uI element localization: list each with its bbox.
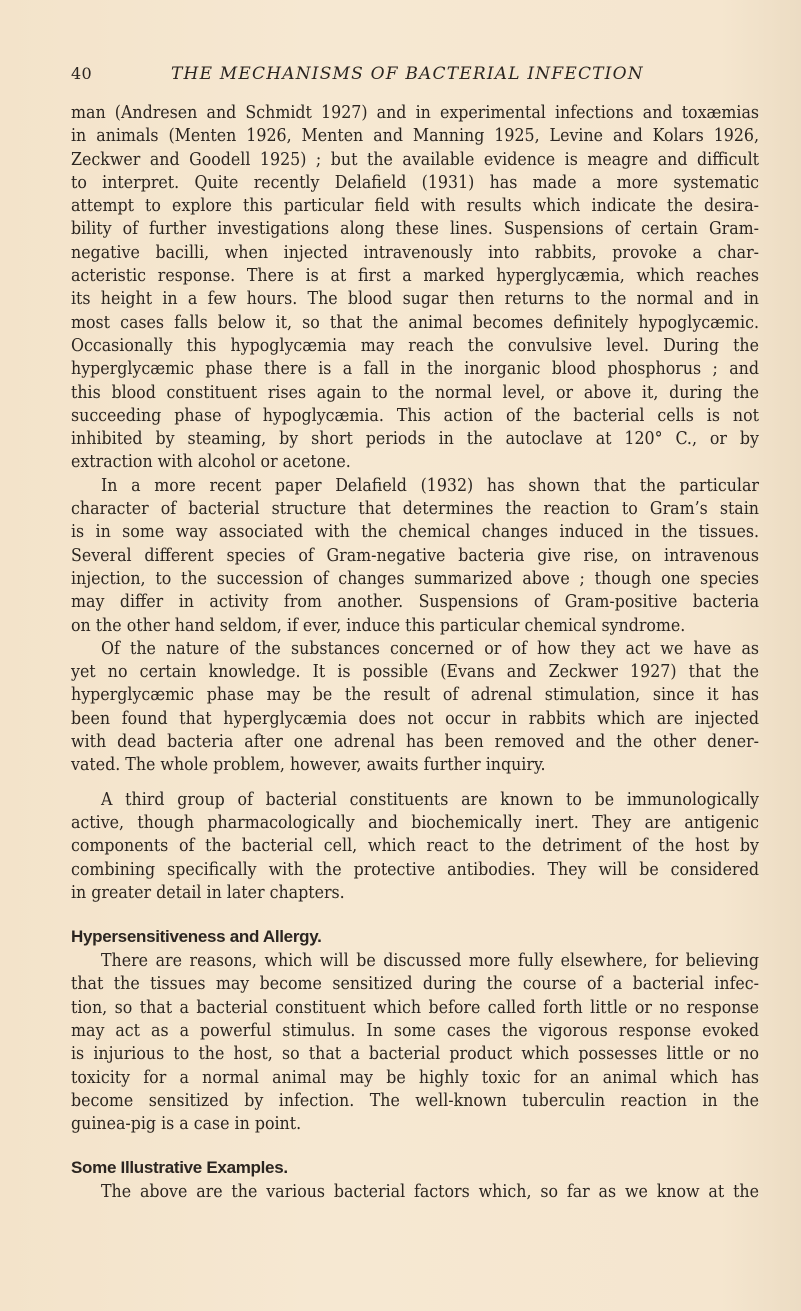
paragraph [71, 638, 759, 778]
paragraph [71, 1181, 759, 1204]
text-line: is in some way associated with the chemical changes induced in the tissues. [71, 522, 759, 543]
text-line: is injurious to the host, so that a bacterial product which possesses little or no [71, 1044, 759, 1065]
text-line: to interpret. Quite recently Delafield (1931) has made a more systematic [71, 172, 759, 193]
page-number: 40 [71, 64, 92, 83]
body-text [71, 102, 759, 1205]
paragraph [71, 789, 759, 905]
text-line: toxicity for a normal animal may be highly toxic for an animal which has [71, 1067, 759, 1088]
text-line: may act as a powerful stimulus. In some cases the vigorous response evoked [71, 1020, 759, 1041]
text-line: Occasionally this hypoglycæmia may reach the convulsive level. During the [71, 335, 759, 356]
text-line: may differ in activity from another. Suspensions of Gram-positive bacteria [71, 592, 759, 613]
text-line: Of the nature of the substances concerned or of how they act we have as [101, 638, 759, 659]
text-line: combining specifically with the protective antibodies. They will be considered [71, 859, 759, 880]
text-line: injection, to the succession of changes summarized above ; though one species [71, 568, 759, 589]
paragraph [71, 102, 759, 475]
text-line: guinea-pig is a case in point. [71, 1114, 302, 1135]
text-line: most cases falls below it, so that the animal becomes definitely hypoglycæmic. [71, 312, 759, 333]
text-line: its height in a few hours. The blood sugar then returns to the normal and in [71, 289, 759, 310]
text-line: negative bacilli, when injected intravenously into rabbits, provoke a char- [71, 242, 759, 263]
text-line: acteristic response. There is at first a marked hyperglycæmia, which reaches [71, 266, 759, 287]
text-line: that the tissues may become sensitized during the course of a bacterial infec- [71, 974, 759, 995]
text-line: this blood constituent rises again to the normal level, or above it, during the [71, 382, 759, 403]
text-line: tion, so that a bacterial constituent which before called forth little or no response [71, 997, 759, 1018]
text-line: yet no certain knowledge. It is possible (Evans and Zeckwer 1927) that the [71, 662, 759, 683]
text-line: man (Andresen and Schmidt 1927) and in experimental infections and toxæmias [71, 103, 759, 123]
text-line: hyperglycæmic phase there is a fall in the inorganic blood phosphorus ; and [71, 359, 759, 380]
text-line: A third group of bacterial constituents are known to be immunologically [101, 789, 759, 810]
text-line: on the other hand seldom, if ever, induce this particular chemical syndrome. [71, 615, 686, 636]
text-line: in animals (Menten 1926, Menten and Manning 1925, Levine and Kolars 1926, [71, 126, 759, 147]
text-line: succeeding phase of hypoglycæmia. This action of the bacterial cells is not [71, 405, 759, 426]
paragraph [71, 950, 759, 1136]
text-line: Zeckwer and Goodell 1925) ; but the available evidence is meagre and difficult [71, 149, 759, 170]
section-heading-illustrative-examples: Some Illustrative Examples. [71, 1158, 288, 1178]
text-line: hyperglycæmic phase may be the result of adrenal stimulation, since it has [71, 685, 759, 706]
text-line: been found that hyperglycæmia does not occur in rabbits which are injected [71, 708, 759, 729]
text-line: attempt to explore this particular field with results which indicate the desira- [71, 196, 759, 217]
paragraph [71, 475, 759, 638]
text-line: vated. The whole problem, however, awaits further inquiry. [71, 755, 546, 776]
section-heading-hypersensitiveness: Hypersensitiveness and Allergy. [71, 927, 322, 947]
text-line: in greater detail in later chapters. [71, 882, 345, 903]
text-line: Several different species of Gram-negative bacteria give rise, on intravenous [71, 545, 759, 566]
text-line: active, though pharmacologically and biochemically inert. They are antigenic [71, 812, 759, 833]
running-head [71, 64, 759, 92]
text-line: character of bacterial structure that determines the reaction to Gram’s stain [71, 499, 759, 520]
text-line: become sensitized by infection. The well-known tuberculin reaction in the [71, 1090, 759, 1111]
text-line: inhibited by steaming, by short periods in the autoclave at 120° C., or by [71, 429, 759, 450]
text-line: bility of further investigations along these lines. Suspensions of certain Gram- [71, 219, 759, 240]
text-line: There are reasons, which will be discussed more fully elsewhere, for believing [101, 951, 759, 972]
running-title: THE MECHANISMS OF BACTERIAL INFECTION [171, 64, 644, 84]
text-line: The above are the various bacterial factors which, so far as we know at the [101, 1182, 759, 1203]
text-line: In a more recent paper Delafield (1932) has shown that the particular [101, 475, 759, 496]
text-line: components of the bacterial cell, which react to the detriment of the host by [71, 836, 759, 857]
text-line: extraction with alcohol or acetone. [71, 452, 351, 473]
text-line: with dead bacteria after one adrenal has been removed and the other dener- [71, 732, 759, 753]
book-page [71, 64, 759, 1205]
